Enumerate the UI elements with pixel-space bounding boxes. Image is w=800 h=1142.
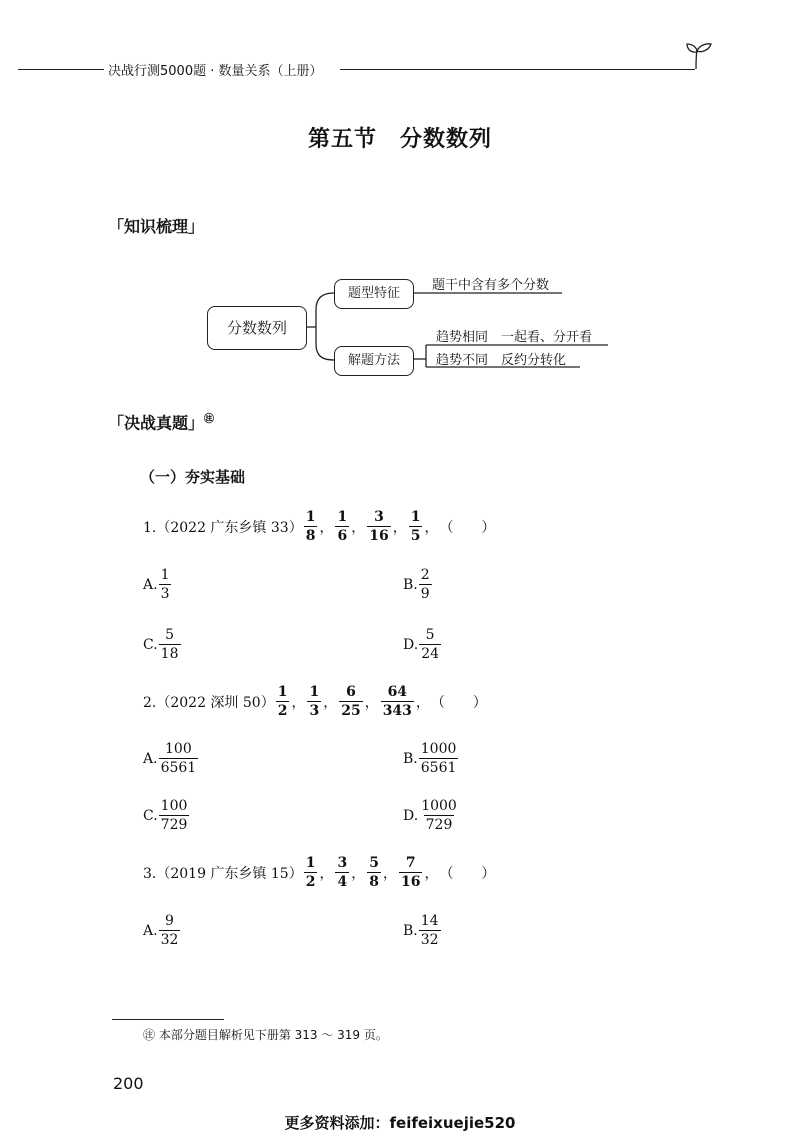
mindmap-leaf-same-trend: 趋势相同 一起看、分开看 — [436, 330, 593, 345]
term: $\frac{1}{2}$ — [305, 855, 316, 890]
q3-option-a[interactable]: A. $\frac{9}{32}$ — [143, 913, 179, 948]
term: $\frac{1}{8}$ — [305, 509, 316, 544]
q1-option-a[interactable]: A. $\frac{1}{3}$ — [143, 567, 170, 602]
term: $\frac{1}{3}$ — [309, 684, 320, 719]
corner-bracket-close-icon: 」 — [188, 217, 205, 236]
q3-option-b[interactable]: B. $\frac{14}{32}$ — [403, 913, 439, 948]
term: $\frac{7}{16}$ — [400, 855, 421, 890]
section-heading-knowledge: 「知识梳理」 — [108, 217, 205, 236]
corner-bracket-close-icon: 」 — [188, 413, 205, 433]
term: $\frac{3}{16}$ — [369, 509, 389, 544]
mindmap-leaf-features: 题干中含有多个分数 — [432, 278, 550, 293]
q2-option-b[interactable]: B. $\frac{1000}{6561}$ — [403, 741, 457, 776]
footnote-rule — [112, 1019, 224, 1020]
q2-option-c[interactable]: C. $\frac{100}{729}$ — [143, 798, 188, 833]
page-title: 第五节 分数数列 — [307, 127, 492, 152]
footnote: ㊟ 本部分题目解析见下册第 313 ～ 319 页。 — [143, 1028, 388, 1042]
page-number: 200 — [113, 1074, 144, 1093]
section-heading-practice: 「决战真题」㊟ — [108, 413, 215, 433]
term: $\frac{1}{6}$ — [337, 509, 348, 544]
q1-option-b[interactable]: B. $\frac{2}{9}$ — [403, 567, 430, 602]
mindmap-root: 分数数列 — [207, 306, 307, 350]
term: $\frac{64}{343}$ — [382, 684, 412, 719]
answer-blank: （ ） — [430, 694, 487, 711]
question-1: 1.（2022 广东乡镇 33） $\frac{1}{8}$ ， $\frac{1}{6}$ ， $\frac{3}{16}$ ， $\frac{1}{5}$ ， （ ） — [143, 509, 496, 544]
q2-option-a[interactable]: A. $\frac{100}{6561}$ — [143, 741, 197, 776]
q1-option-c[interactable]: C. $\frac{5}{18}$ — [143, 627, 179, 662]
q2-option-d[interactable]: D. $\frac{1000}{729}$ — [403, 798, 457, 833]
term: $\frac{3}{4}$ — [337, 855, 348, 890]
answer-blank: （ ） — [439, 865, 496, 882]
question-3: 3.（2019 广东乡镇 15） $\frac{1}{2}$ ， $\frac{3}{4}$ ， $\frac{5}{8}$ ， $\frac{7}{16}$ ， （ ） — [143, 855, 496, 890]
footnote-mark: ㊟ — [204, 414, 215, 425]
watermark-text: 更多资料添加：feifeixuejie520 — [284, 1114, 516, 1132]
corner-bracket-open-icon: 「 — [108, 413, 125, 433]
term: $\frac{1}{2}$ — [277, 684, 288, 719]
q1-option-d[interactable]: D. $\frac{5}{24}$ — [403, 627, 440, 662]
subsection-heading: （一）夯实基础 — [140, 468, 246, 486]
answer-blank: （ ） — [439, 519, 496, 536]
mindmap-leaf-diff-trend: 趋势不同 反约分转化 — [436, 353, 567, 368]
running-header: 决战行测5000题 · 数量关系（上册） — [108, 64, 323, 79]
term: $\frac{5}{8}$ — [369, 855, 379, 890]
mindmap-branch-methods: 解题方法 — [334, 346, 414, 376]
corner-bracket-open-icon: 「 — [108, 217, 125, 236]
term: $\frac{6}{25}$ — [341, 684, 361, 719]
question-2: 2.（2022 深圳 50） $\frac{1}{2}$ ， $\frac{1}{3}$ ， $\frac{6}{25}$ ， $\frac{64}{343}$ ， （ ） — [143, 684, 487, 719]
term: $\frac{1}{5}$ — [410, 509, 421, 544]
mindmap-branch-features: 题型特征 — [334, 279, 414, 309]
